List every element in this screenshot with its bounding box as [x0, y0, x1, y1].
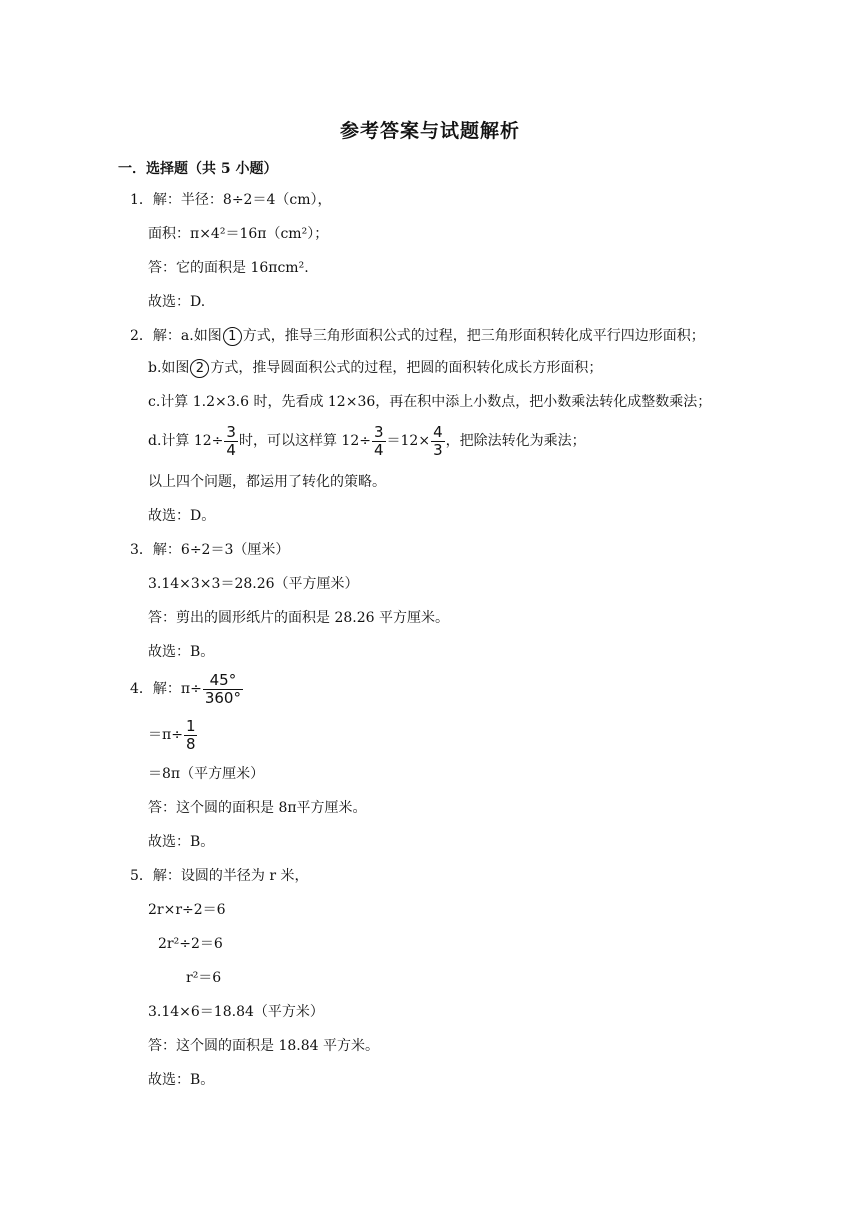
- fraction-3-4: [224, 424, 238, 459]
- q1-line-3: 答：它的面积是 16πcm².: [148, 260, 309, 276]
- q2-line-2-start: b.如图: [148, 360, 190, 376]
- q5-line-5: 3.14×6＝18.84（平方米）: [148, 1004, 324, 1020]
- q5-line-3: 2r²÷2＝6: [158, 936, 223, 952]
- q3-line-2: 3.14×3×3＝28.26（平方厘米）: [148, 576, 359, 592]
- fraction-denominator: 360°: [204, 688, 241, 707]
- q1-line-1: 1．解：半径：8÷2＝4（cm），: [130, 192, 332, 208]
- q2-line-2: [148, 358, 602, 378]
- fraction-denominator: 8: [185, 734, 196, 753]
- q4-line-2: [148, 716, 198, 754]
- section-heading: 一．选择题（共 5 小题）: [118, 161, 278, 177]
- q5-line-6: 答：这个圆的面积是 18.84 平方米。: [148, 1038, 379, 1054]
- q2-line-4-part-d: ，把除法转化为乘法；: [445, 433, 586, 449]
- q2-line-4-part-b: 时，可以这样算 12÷: [238, 433, 371, 449]
- q4-line-3: ＝8π（平方厘米）: [148, 766, 265, 782]
- fraction-1-8: [184, 718, 198, 753]
- q3-line-3: 答：剪出的圆形纸片的面积是 28.26 平方厘米。: [148, 610, 449, 626]
- fraction-denominator: 3: [433, 440, 443, 459]
- q5-line-4: r²＝6: [186, 970, 222, 986]
- circled-number-2: 2: [190, 359, 209, 378]
- q2-line-3: c.计算 1.2×3.6 时，先看成 12×36，再在积中添上小数点，把小数乘法转化成整数乘法；: [148, 394, 712, 410]
- fraction-numerator: 1: [185, 716, 196, 735]
- q1-line-2: 面积：π×4²＝16π（cm²）；: [148, 226, 329, 242]
- q2-line-1-end: 方式，推导三角形面积公式的过程，把三角形面积转化成平行四边形面积；: [242, 328, 705, 344]
- circled-number-1: 1: [223, 327, 242, 346]
- fraction-numerator: 45°: [209, 670, 237, 689]
- q4-line-2-start: ＝π÷: [148, 727, 183, 743]
- q2-line-4-part-c: ＝12×: [386, 433, 431, 449]
- q5-line-1: 5．解：设圆的半径为 r 米，: [130, 868, 309, 884]
- q2-line-1-start: 2．解：a.如图: [130, 328, 222, 344]
- fraction-numerator: 3: [373, 422, 384, 441]
- q4-line-1: [130, 670, 244, 708]
- fraction-numerator: 4: [433, 422, 443, 441]
- q2-line-6: 故选：D。: [148, 508, 216, 524]
- q3-line-1: 3．解：6÷2＝3（厘米）: [130, 542, 290, 558]
- q5-line-2: 2r×r÷2＝6: [148, 902, 226, 918]
- q2-line-4-part-a: d.计算 12÷: [148, 433, 224, 449]
- fraction-denominator: 4: [226, 440, 236, 459]
- q2-line-5: 以上四个问题，都运用了转化的策略。: [148, 474, 386, 490]
- q3-line-4: 故选：B。: [148, 644, 215, 660]
- fraction-numerator: 3: [226, 422, 236, 441]
- page-title: 参考答案与试题解析: [339, 120, 520, 142]
- q1-line-4: 故选：D.: [148, 294, 206, 310]
- q2-line-4: [148, 422, 586, 460]
- q2-line-1: [130, 326, 705, 346]
- fraction-denominator: 4: [373, 440, 384, 459]
- q4-line-1-start: 4．解：π÷: [130, 681, 202, 697]
- fraction-4-3: [431, 424, 445, 459]
- fraction-45-360: [203, 672, 243, 707]
- q4-line-5: 故选：B。: [148, 834, 215, 850]
- q5-line-7: 故选：B。: [148, 1072, 215, 1088]
- q2-line-2-end: 方式，推导圆面积公式的过程，把圆的面积转化成长方形面积；: [210, 360, 603, 376]
- q4-line-4: 答：这个圆的面积是 8π平方厘米。: [148, 800, 367, 816]
- fraction-3-4: [372, 424, 386, 459]
